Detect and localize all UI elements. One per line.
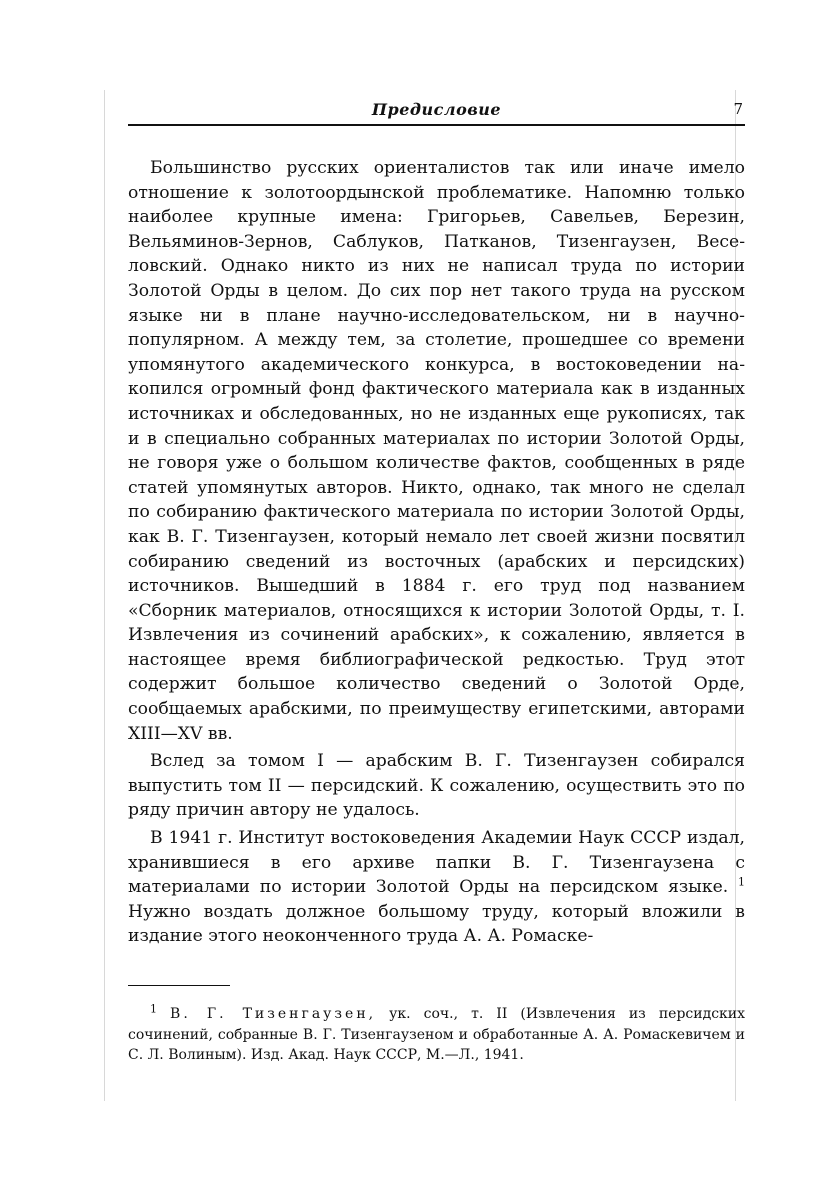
- footnote-reference[interactable]: 1: [738, 875, 746, 889]
- paragraph-3: [128, 826, 745, 949]
- paragraph-3-end: Нужно воздать должное большому труду, который вложили в издание этого неоконченного труда А. А. Ромаске-: [128, 901, 745, 947]
- body-text: [128, 156, 745, 949]
- running-title: Предисловие: [371, 100, 502, 119]
- footnote-divider: [128, 985, 230, 986]
- paragraph-1: Большинство русских ориенталистов так или иначе имело отношение к золотоордынской проблематике. Напомню только наиболее крупные имена: Григорьев, Савельев, Березин, Вельяминов-Зернов, Саблуков, Патканов, Тизенгаузен, Веселовский. Однако никто из них не написал труда по истории Золотой Орды в целом. До сих пор нет такого труда на русском языке ни в плане научно-исследовательском, ни в научно-популярном. А между тем, за столетие, прошедшее со времени упомянутого академического конкурса, в востоковедении накопился огромный фонд фактического материала как в изданных источниках и обследованных, но не изданных еще рукописях, так и в специально собранных материалах по истории Золотой Орды, не говоря уже о большом количестве фактов, сообщенных в ряде статей упомянутых авторов. Никто, однако, так много не сделал по собиранию фактического материала по истории Золотой Орды, как В. Г. Тизенгаузен, который немало лет своей жизни посвятил собиранию сведений из восточных (арабских и персидских) источников. Вышедший в 1884 г. его труд под названием «Сборник материалов, относящихся к истории Золотой Орды, т. I. Извлечения из сочинений арабских», к сожалению, является в настоящее время библиографической редкостью. Труд этот содержит большое количество сведений о Золотой Орде, сообщаемых арабскими, по преимуществу египетскими, авторами XIII—XV вв.: [128, 158, 745, 744]
- book-page: [128, 96, 745, 1066]
- footnote-text: ук. соч., т. II (Извлечения из персидских сочинений, собранные В. Г. Тизенгаузеном и обработанные А. А. Ромаскевичем и С. Л. Волиным). Изд. Акад. Наук СССР, М.—Л., 1941.: [128, 1006, 746, 1063]
- page-edge-left: [104, 90, 105, 1101]
- paragraph-2: Вслед за томом I — арабским В. Г. Тизенгаузен собирался выпустить том II — персидский. К сожалению, осуществить это по ряду причин автору не удалось.: [128, 751, 745, 821]
- running-head: [128, 96, 745, 126]
- footnote-author: В. Г. Тизенгаузен,: [170, 1006, 377, 1022]
- paragraph-3-start: В 1941 г. Институт востоковедения Академии Наук СССР издал, хранившиеся в его архиве папки В. Г. Тизенгаузена с материалами по истории Золотой Орды на персидском языке.: [128, 828, 745, 898]
- footnote: [128, 1004, 745, 1066]
- footnote-marker: 1: [150, 1002, 157, 1016]
- page-number: 7: [733, 100, 743, 118]
